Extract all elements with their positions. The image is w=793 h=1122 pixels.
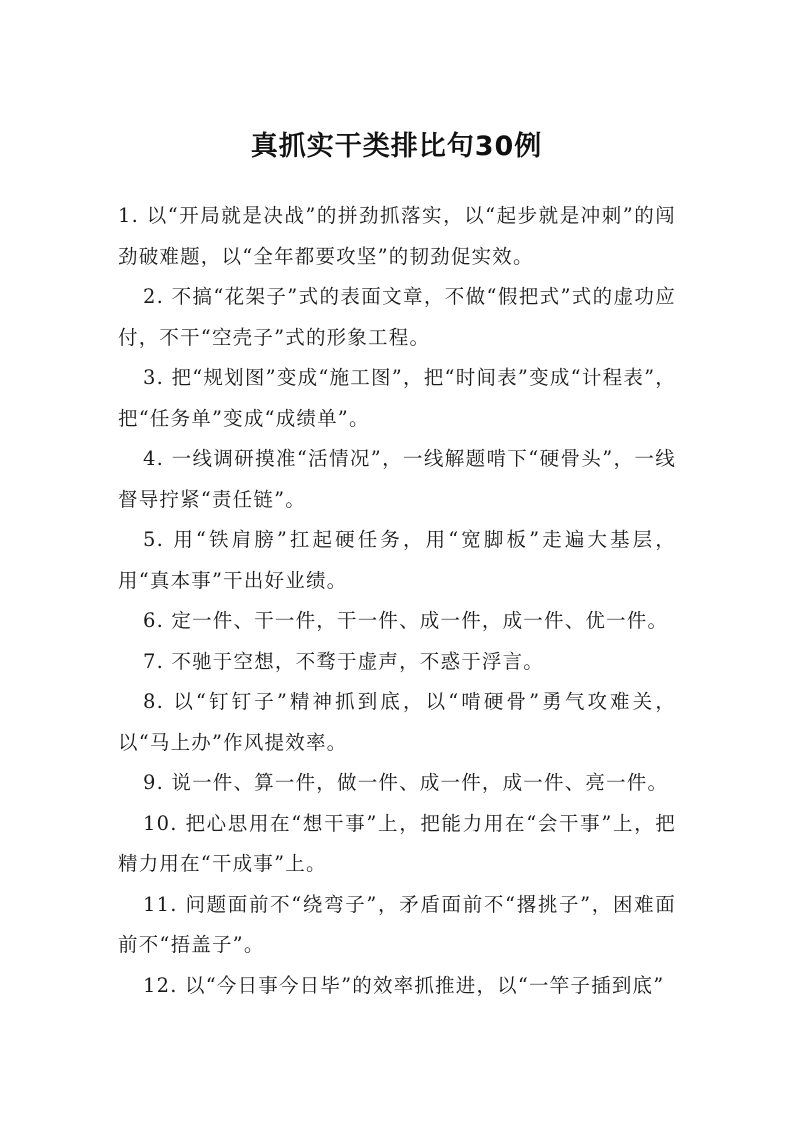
paragraph-12: 12. 以“今日事今日毕”的效率抓推进，以“一竿子插到底” — [143, 973, 665, 997]
paragraph-11: 11. 问题面前不“绕弯子”，矛盾面前不“撂挑子”，困难面前不“捂盖子”。 — [118, 892, 676, 956]
document-title: 真抓实干类排比句30例 — [250, 131, 543, 162]
paragraph-6: 6. 定一件、干一件，干一件、成一件，成一件、优一件。 — [143, 609, 669, 632]
paragraph-5: 5. 用“铁肩膀”扛起硬任务，用“宽脚板”走遍大基层，用“真本事”干出好业绩。 — [118, 528, 676, 592]
paragraph-8: 8. 以“钉钉子”精神抓到底，以“啃硬骨”勇气攻难关，以“马上办”作风提效率。 — [118, 690, 676, 754]
paragraph-10: 10. 把心思用在“想干事”上，把能力用在“会干事”上，把精力用在“干成事”上。 — [118, 811, 676, 875]
paragraph-2: 2. 不搞“花架子”式的表面文章，不做“假把式”式的虚功应付，不干“空壳子”式的形象工程。 — [118, 285, 676, 349]
paragraph-7: 7. 不驰于空想，不骛于虚声，不惑于浮言。 — [143, 649, 545, 673]
paragraph-1: 1. 以“开局就是决战”的拼劲抓落实，以“起步就是冲刺”的闯劲破难题，以“全年都要攻坚”的韧劲促实效。 — [118, 204, 676, 268]
paragraph-3: 3. 把“规划图”变成“施工图”，把“时间表”变成“计程表”，把“任务单”变成“成绩单”。 — [118, 366, 676, 430]
paragraph-9: 9. 说一件、算一件，做一件、成一件，成一件、亮一件。 — [143, 771, 669, 794]
document-body — [118, 196, 676, 1006]
paragraph-4: 4. 一线调研摸准“活情况”，一线解题啃下“硬骨头”，一线督导拧紧“责任链”。 — [118, 447, 676, 511]
